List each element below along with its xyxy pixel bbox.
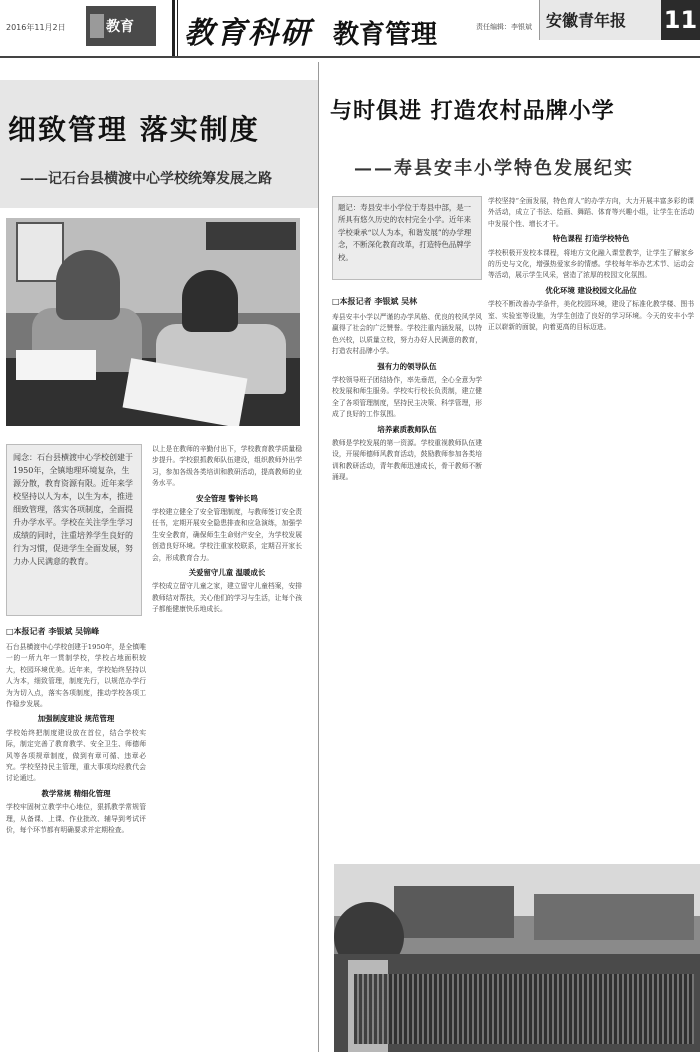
paragraph: 学校领导班子团结协作，率先垂范，全心全意为学校发展和师生服务。学校实行校长负责制，建立健全了各项管理制度，坚持民主决策、科学管理，形成了良好的工作氛围。 [332, 376, 482, 419]
subheading: 加强制度建设 规范管理 [37, 714, 115, 724]
subheading: 优化环境 建设校园文化品位 [545, 285, 637, 295]
badge-label: 教育 [106, 19, 134, 35]
subheading: 教学常规 精细化管理 [41, 788, 111, 798]
subheading: 特色课程 打造学校特色 [552, 234, 630, 244]
paragraph: 学校牢固树立教学中心地位，狠抓教学常规管理，从备课、上课、作业批改、辅导到考试评价，每个环节都有明确要求并定期检查。 [6, 803, 146, 835]
photo-paper [16, 350, 96, 380]
subheading: 强有力的领导队伍 [377, 361, 437, 371]
column-divider [318, 62, 319, 1052]
right-column-2 [488, 196, 694, 858]
paragraph: 学校始终把制度建设放在首位，结合学校实际，制定完善了教育教学、安全卫生、师德师风等各项规章制度，做到有章可循、违章必究。学校坚持民主管理，重大事项均经教代会讨论通过。 [6, 728, 146, 783]
school-assembly-photo [334, 864, 700, 1052]
paragraph: 石台县横渡中心学校创建于1950年，是全镇唯一的一所九年一贯制学校，学校占地面积较大，校园环境优美。近年来，学校始终坚持以人为本，细致管理，制度先行，以规范办学行为为切入点，落实各项制度，推动学校各项工作稳步发展。 [6, 643, 146, 709]
subheading: 关爱留守儿童 温暖成长 [188, 568, 266, 578]
photo-student-1-head [56, 250, 120, 320]
paragraph: 教师是学校发展的第一资源。学校重视教师队伍建设，开展师德师风教育活动，鼓励教师参加各类培训和教研活动，青年教师迅速成长，骨干教师不断涌现。 [332, 439, 482, 482]
right-lead-box: 题记：寿县安丰小学位于寿县中部，是一所具有悠久历史的农村完全小学。近年来学校秉承“以人为本，和谐发展”的办学理念，不断深化教育改革，打造特色品牌学校。 [332, 196, 482, 280]
left-column-2 [152, 444, 302, 1046]
paragraph: 寿县安丰小学以严谨的办学风格、优良的校风学风赢得了社会的广泛赞誉。学校注重内涵发展，以特色兴校，以质量立校，努力办好人民满意的教育，打造农村品牌小学。 [332, 313, 482, 356]
masthead-divider [172, 0, 175, 58]
right-headline: 与时俱进 打造农村品牌小学 [330, 98, 615, 124]
left-lead-box: 闻念：石台县横渡中心学校创建于1950年，全镇地理环境复杂，生源分散，教育资源有限。近年来学校坚持以人为本，以生为本，推进细致管理，落实各项制度，全面提升办学水平。学校在关注学生学习成绩的同时，注重培养学生良好的行为习惯，促进学生全面发展，努力办人民满意的教育。 [6, 444, 142, 616]
right-column-1 [332, 312, 482, 858]
column-title: 教育科研 [184, 16, 312, 51]
left-column-1 [6, 642, 146, 1046]
paragraph: 学校坚持“全面发展，特色育人”的办学方向，大力开展丰富多彩的课外活动，成立了书法、绘画、舞蹈、体育等兴趣小组，让学生在活动中发展个性、增长才干。 [488, 197, 694, 228]
photo-student-2-head [182, 270, 238, 332]
paragraph: 学校积极开发校本课程，将地方文化融入课堂教学，让学生了解家乡的历史与文化，增强热爱家乡的情感。学校每年举办艺术节、运动会等活动，展示学生风采，营造了浓厚的校园文化氛围。 [488, 248, 694, 280]
paragraph: 学校不断改善办学条件，美化校园环境，建设了标准化教学楼、图书室、实验室等设施，为学生创造了良好的学习环境。今天的安丰小学正以崭新的面貌，向着更高的目标迈进。 [488, 300, 694, 332]
subheading: 培养素质教师队伍 [377, 424, 437, 434]
subheading: 安全管理 警钟长鸣 [196, 493, 258, 503]
classroom-photo [6, 218, 300, 426]
edition-badge [86, 6, 156, 46]
paragraph: 学校建立健全了安全管理制度，与教师签订安全责任书，定期开展安全隐患排查和应急演练，加强学生安全教育，确保师生生命财产安全，为学校发展创造良好环境。学校注重家校联系，定期召开家长会，形成教育合力。 [152, 508, 302, 562]
right-subheadline: ——寿县安丰小学特色发展纪实 [354, 158, 634, 179]
left-subheadline: ——记石台县横渡中心学校统筹发展之路 [20, 171, 272, 187]
paragraph: 以上是在教师的辛勤付出下，学校教育教学质量稳步提升。学校狠抓教师队伍建设，组织教师外出学习，参加各级各类培训和教研活动，提高教师的业务水平。 [152, 445, 302, 488]
left-byline: □本报记者 李银斌 吴锦峰 [6, 627, 100, 636]
masthead-divider-thin [177, 0, 178, 58]
newspaper-nameplate [539, 0, 661, 40]
masthead-rule [0, 56, 700, 58]
photo-student-crowd [354, 974, 694, 1044]
right-byline: □本报记者 李银斌 吴林 [332, 297, 418, 306]
paragraph: 学校成立留守儿童之家，建立留守儿童档案，安排教师结对帮扶，关心他们的学习与生活，让每个孩子都能健康快乐地成长。 [152, 582, 302, 614]
section-title: 教育管理 [333, 20, 438, 50]
newspaper-name: 安徽青年报 [546, 11, 627, 30]
masthead [0, 0, 700, 58]
editor-credit: 责任编辑：李银斌 [476, 23, 532, 31]
left-headline: 细致管理 落实制度 [8, 113, 260, 146]
badge-graphic [90, 14, 104, 38]
photo-board [206, 222, 296, 250]
page-number: 11 [661, 0, 700, 40]
issue-date: 2016年11月2日 [6, 23, 66, 32]
photo-building [534, 894, 694, 940]
photo-building [394, 886, 514, 938]
